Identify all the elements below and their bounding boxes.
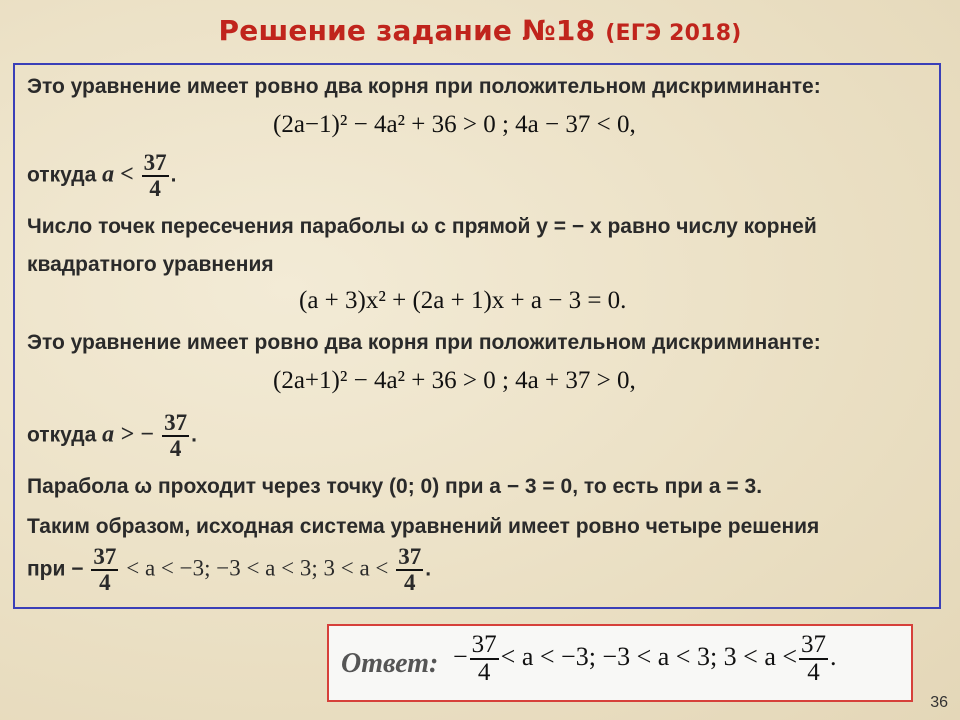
page-number: 36 [930,694,948,711]
text-line-1: Это уравнение имеет ровно два корня при положительном дискриминанте: [27,75,821,98]
title-sub: (ЕГЭ 2018) [605,21,742,46]
text-line-5: Это уравнение имеет ровно два корня при положительном дискриминанте: [27,331,821,354]
text-line-7: Парабола ω проходит через точку (0; 0) при a − 3 = 0, то есть при a = 3. [27,475,763,498]
answer-expression: − $\frac{37}{4}$ < a < −3; −3 < a < 3; 3 < a < $\frac{37}{4}$ . [453,631,837,687]
formula-1: (2a−1)² − 4a² + 36 > 0 ; 4a − 37 < 0, [273,111,636,138]
fraction-37-4: $\frac{37}{4}$ [471,631,497,687]
fraction-37-4: $\frac{37}{4}$ [93,544,117,596]
text-line-2: откуда a < $\frac{37}{4}$ . [27,150,177,202]
text-line-4: квадратного уравнения [27,253,274,276]
fraction-37-4: $\frac{37}{4}$ [143,150,167,202]
text-line-6: откуда a > − $\frac{37}{4}$ . [27,410,198,462]
text-line-8: Таким образом, исходная система уравнений имеет ровно четыре решения [27,515,820,538]
answer-label: Ответ: [341,648,439,679]
answer-box [327,624,913,702]
title-main: Решение задание №18 [218,14,596,47]
fraction-37-4: $\frac{37}{4}$ [801,631,827,687]
slide-title [0,14,960,47]
text-line-3: Число точек пересечения параболы ω с прямой y = − x равно числу корней [27,215,817,238]
fraction-37-4: $\frac{37}{4}$ [164,410,188,462]
formula-3: (2a+1)² − 4a² + 36 > 0 ; 4a + 37 > 0, [273,367,636,394]
solution-box [13,63,941,609]
text-line-9: при − $\frac{37}{4}$ < a < −3; −3 < a < 3; 3 < a < $\frac{37}{4}$ . [27,544,432,596]
formula-2: (a + 3)x² + (2a + 1)x + a − 3 = 0. [299,287,627,314]
fraction-37-4: $\frac{37}{4}$ [398,544,422,596]
